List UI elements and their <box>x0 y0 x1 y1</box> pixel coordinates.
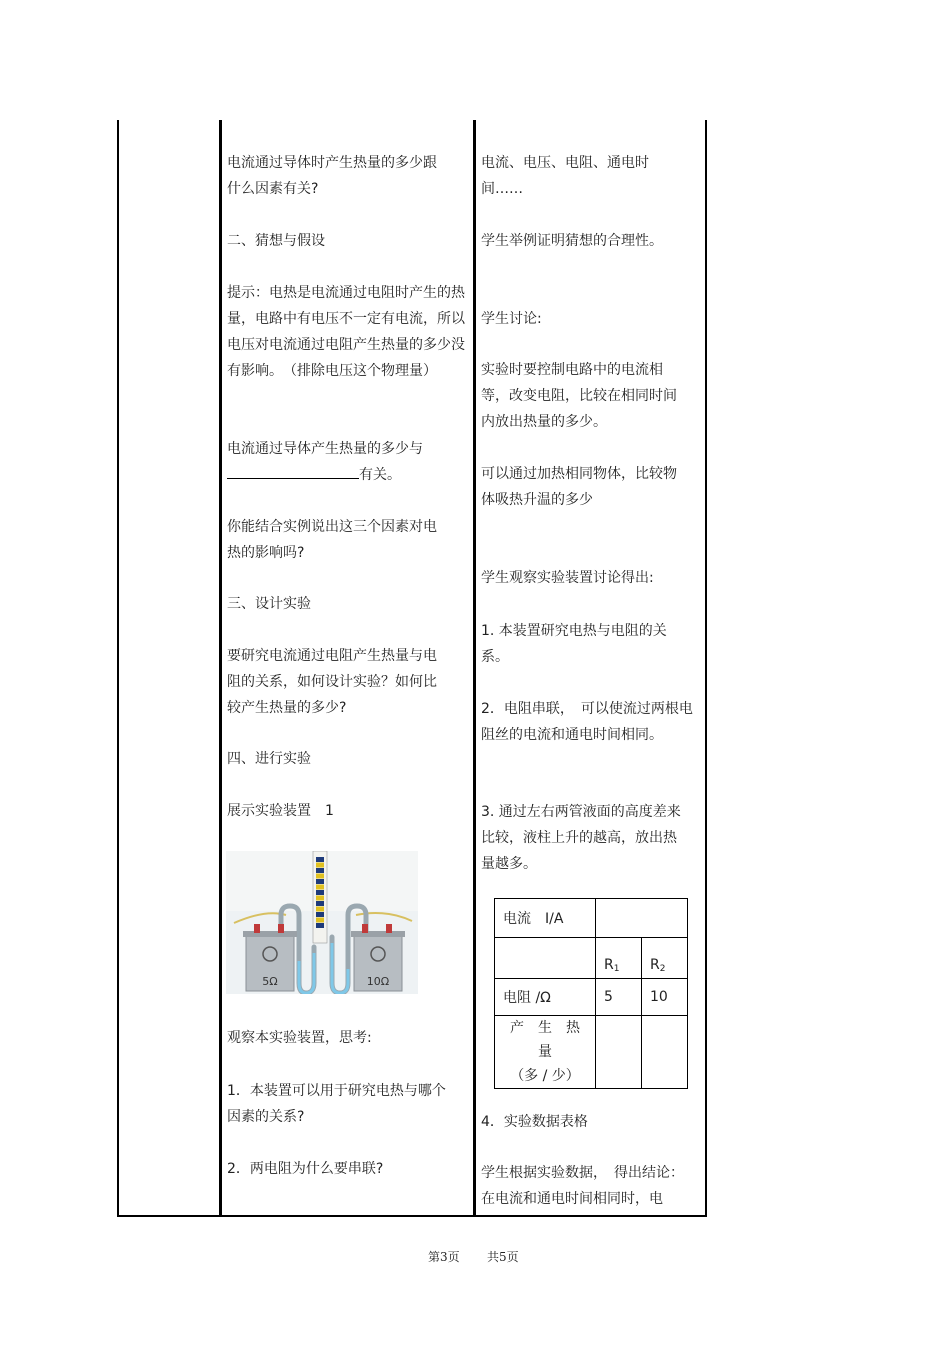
column-divider-2 <box>473 120 476 1217</box>
question-2: 2．两电阻为什么要串联? <box>227 1161 384 1177</box>
observe-conclude-text: 学生观察实验装置讨论得出: <box>481 570 654 586</box>
show-device-label: 展示实验装置 1 <box>227 803 334 819</box>
table-border-bottom <box>117 1215 707 1217</box>
column-divider-1 <box>219 120 222 1217</box>
conclusion-text: 学生根据实验数据， 得出结论：在电流和通电时间相同时，电 <box>481 1165 684 1207</box>
fill-suffix: 有关。 <box>359 467 401 483</box>
experiment-data-table <box>494 898 688 1089</box>
experiment-apparatus-image <box>226 851 418 994</box>
question-main: 电流通过导体时产生热量的多少跟什么因素有关? <box>227 155 437 197</box>
r1-value: 5 <box>596 979 642 1016</box>
heading-hypothesis: 二、猜想与假设 <box>227 233 325 249</box>
observe-prompt: 观察本实验装置，思考: <box>227 1030 372 1046</box>
factors-answer: 电流、电压、电阻、通电时间…… <box>481 155 649 197</box>
answer-3: 3. 通过左右两管液面的高度差来比较，液柱上升的越高，放出热量越多。 <box>481 804 681 872</box>
r1-heat-cell <box>596 1016 642 1089</box>
heading-design: 三、设计实验 <box>227 596 311 612</box>
answer-1: 1. 本装置研究电热与电阻的关系。 <box>481 623 667 665</box>
example-question: 你能结合实例说出这三个因素对电热的影响吗? <box>227 519 437 561</box>
r2-heat-cell <box>642 1016 688 1089</box>
question-1: 1．本装置可以用于研究电热与哪个因素的关系? <box>227 1083 446 1125</box>
design-question: 要研究电流通过电阻产生热量与电阻的关系，如何设计实验？如何比较产生热量的多少? <box>227 648 437 716</box>
discuss-label: 学生讨论: <box>481 311 542 327</box>
page-number: 第3页 <box>428 1250 460 1264</box>
heat-label-cell: 产 生 热 量 （多 / 少） <box>495 1016 596 1089</box>
fill-prefix: 电流通过导体产生热量的多少与 <box>227 441 423 457</box>
control-variable-text: 实验时要控制电路中的电流相等，改变电阻，比较在相同时间内放出热量的多少。 <box>481 362 677 430</box>
heading-experiment: 四、进行实验 <box>227 751 311 767</box>
table-caption: 4．实验数据表格 <box>481 1114 588 1130</box>
heat-object-text: 可以通过加热相同物体，比较物体吸热升温的多少 <box>481 466 677 508</box>
table-border-left <box>117 120 119 1217</box>
empty-header-cell <box>495 938 596 979</box>
left-resistor-label: 5Ω <box>262 975 278 988</box>
fill-blank-sentence <box>227 436 457 488</box>
resistance-label-cell: 电阻 /Ω <box>495 979 596 1016</box>
current-label-cell: 电流 I/A <box>495 899 596 938</box>
page-total: 共5页 <box>487 1250 519 1264</box>
answer-blank <box>227 464 359 479</box>
r2-value: 10 <box>642 979 688 1016</box>
r1-header: $R_1$ <box>596 938 642 979</box>
r2-header: $R_2$ <box>642 938 688 979</box>
current-value-cell <box>596 899 688 938</box>
right-resistor-label: 10Ω <box>366 975 390 988</box>
table-border-right <box>705 120 707 1217</box>
examples-answer: 学生举例证明猜想的合理性。 <box>481 233 663 249</box>
hint-text: 提示：电热是电流通过电阻时产生的热量，电路中有电压不一定有电流，所以电压对电流通过电阻产生热量的多少没有影响。 （排除电压这个物理量） <box>227 285 465 379</box>
answer-2: 2．电阻串联， 可以使流过两根电阻丝的电流和通电时间相同。 <box>481 701 693 743</box>
